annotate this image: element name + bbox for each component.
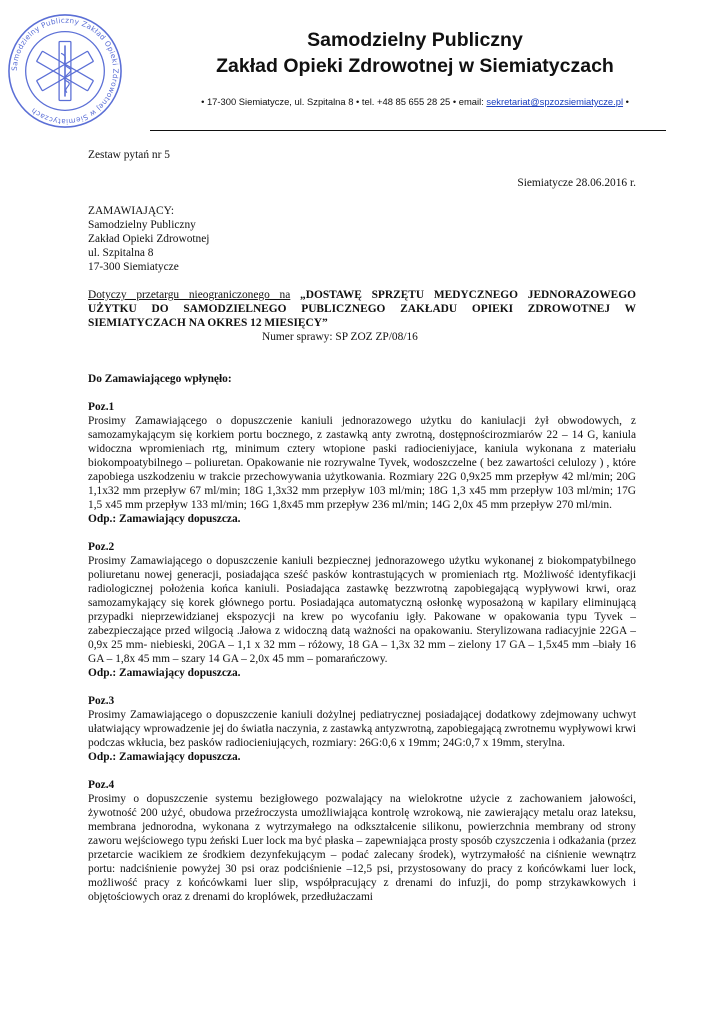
- header-divider: [150, 130, 666, 131]
- bullet-icon: •: [625, 96, 629, 107]
- item-label: Poz.2: [88, 541, 115, 553]
- institution-name-line2: Zakład Opieki Zdrowotnej w Siemiatyczach: [216, 55, 614, 77]
- bullet-icon: •: [201, 96, 205, 107]
- subject-title: „DOSTAWĘ SPRZĘTU MEDYCZNEGO JEDNORAZOWEGO UŻYTKU DO SAMODZIELNEGO PUBLICZNEGO ZAKŁADU OPIEKI ZDROWOTNEJ W SIEMIATYCZACH NA OKRES 12 MIESIĘCY”: [88, 289, 636, 329]
- question-set-label: Zestaw pytań nr 5: [88, 149, 170, 161]
- item-text: Prosimy o dopuszczenie systemu bezigłowego pozwalający na wielokrotne użycie z zachowaniem jałowości, żywotność 200 użyć, obudowa przeźroczysta umożliwiająca kontrolę wzrokową, nie zawierający metalu oraz lateksu, membrana jednorodna, wykonana z wytrzymałego na odkształcenie silikonu, powierzchnia membrany od strony zaworu wejściowego typu żeński Luer lock ma być płaska – zapewniająca prosty sposób czyszczenia i odkażania (przez przetarcie wacikiem ze środkiem dezynfekującym – podać zalecany środek), wytrzymałość na ciśnienie wewnątrz portu: nadciśnienie powyżej 30 psi oraz podciśnienie –12,5 psi, przystosowany do pracy z końcówkami luer lock, możliwość pracy z końcówkami luer slip, współpracujący z drenami do infuzji, do pomp strzykawkowych i objętościowych oraz z drenami do kroplówek, przedłużaczami: [88, 793, 636, 903]
- item-text: Prosimy Zamawiającego o dopuszczenie kaniuli dożylnej pediatrycznej posiadającej dodatkowy zdejmowany uchwyt ułatwiający wprowadzenie jej do światła naczynia, z zastawką antyzwrotną, zapobiegającą zwrotnemu wypływowi krwi podczas wkłucia, bez pasków radiocieniujących, rozmiary: 26G:0,6 x 19mm; 24G:0,7 x 19mm, sterylna.: [88, 709, 636, 749]
- document-body: [88, 148, 636, 904]
- item-text: Prosimy Zamawiającego o dopuszczenie kaniuli jednorazowego użytku do kaniulacji żył obwodowych, z samozamykającym się korkiem portu bocznego, z zastawką anty zwrotną, dostępnościrozmiarów 22 – 14 G, kaniula widoczna wpromieniach rtg, minimum cztery wtopione paski radiocieniyjace, kaniula wykonana z materiału biokompoatybilnego – poliuretan. Opakowanie nie rozrywalne Tyvek, wodoszczelne ( bez zawartości celulozy ) , które zapobiega uszkodzeniu w trakcie przechowywania użytkowania. Rozmiary 22G 0,9x25 mm przepływ 42 ml/min; 20G 1,1x32 mm przepływ 67 ml/min; 18G 1,3x32 mm przepływ 103 ml/min; 18G 1,3 x45 mm przepływ 103 ml/min; 17G 1,5 x45 mm przepływ 133 ml/min; 16G 1,8x45 mm przepływ 236 ml/min; 14G 2,0x 45 mm przepływ 270 ml/min.: [88, 415, 636, 511]
- item-answer: Odp.: Zamawiający dopuszcza.: [88, 513, 241, 525]
- item-text: Prosimy Zamawiającego o dopuszczenie kaniuli bezpiecznej jednorazowego użytku wykonanej z biokompatybilnego poliuretanu nowej generacji, posiadająca sześć pasków kontrastujących w promieniach rtg. Możliwość identyfikacji radiologicznej położenia końca kaniuli. Posiadająca zastawkę bezzwrotną zapobiegającą wypływowi krwi, oraz samozamykający się korek głównego portu. Posiadająca automatyczną osłonkę wyposażoną w kapilary eliminującą przypadki nieprzewidzianej ekspozycji na krew po wycofaniu igły. Pakowane w opakowania typu Tyvek – zabezpieczające przed wilgocią .Jałowa z widoczną datą ważności na opakowaniu. Sterylizowana radiacyjnie 22GA – 0,9x 25 mm- niebieski, 20GA – 1,1 x 32 mm – różowy, 18 GA – 1,3x 32 mm – zielony 17 GA – 1,5x45 mm –biały 16 GA – 1,8x 45 mm – szary 14 GA – 2,0x 45 mm – pomarańczowy.: [88, 555, 636, 665]
- ordering-party-heading: ZAMAWIAJĄCY:: [88, 205, 174, 217]
- contact-line: [150, 96, 680, 107]
- item-label: Poz.3: [88, 695, 115, 707]
- item-answer: Odp.: Zamawiający dopuszcza.: [88, 667, 241, 679]
- case-number: Numer sprawy: SP ZOZ ZP/08/16: [262, 331, 418, 343]
- item-answer: Odp.: Zamawiający dopuszcza.: [88, 751, 241, 763]
- subject-prefix: Dotyczy przetargu nieograniczonego na: [88, 289, 291, 301]
- place-date: Siemiatycze 28.06.2016 r.: [517, 177, 636, 189]
- email-link[interactable]: sekretariat@spzozsiemiatycze.pl: [486, 96, 624, 107]
- ordering-party-line: Zakład Opieki Zdrowotnej: [88, 233, 210, 245]
- stamp-text: Samodzielny Publiczny Zakład Opieki Zdrowotnej w Siemiatyczach: [9, 15, 121, 127]
- ordering-party-line: ul. Szpitalna 8: [88, 247, 154, 259]
- ordering-party-line: 17-300 Siemiatycze: [88, 261, 179, 273]
- item-label: Poz.1: [88, 401, 115, 413]
- ordering-party-line: Samodzielny Publiczny: [88, 219, 196, 231]
- tender-subject: [88, 288, 636, 330]
- item-label: Poz.4: [88, 779, 115, 791]
- intro-heading: Do Zamawiającego wpłynęło:: [88, 373, 232, 385]
- contact-details: 17-300 Siemiatycze, ul. Szpitalna 8 • tel. +48 85 655 28 25 • email:: [206, 96, 484, 107]
- institution-name-line1: Samodzielny Publiczny: [307, 29, 523, 51]
- institution-stamp: [6, 12, 124, 130]
